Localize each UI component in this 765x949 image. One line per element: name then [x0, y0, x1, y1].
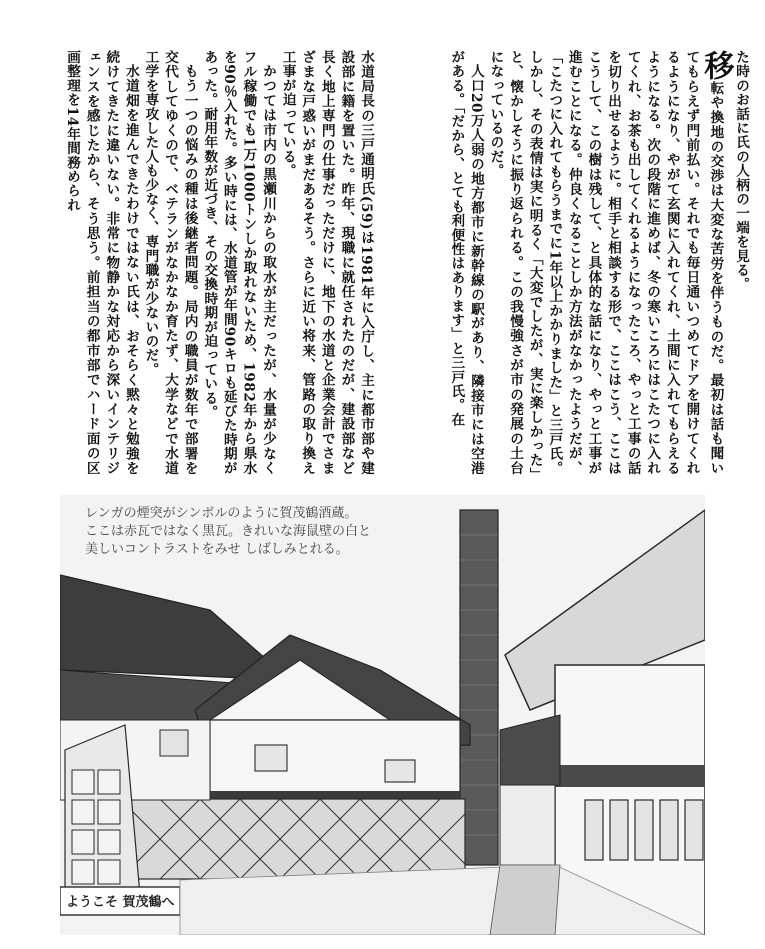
article-paragraph: 水道畑を進んできたわけではない氏は、おそらく黙々と勉強を続けてきたに違いない。非常に物静かな対応から深いインテリジェンスを感じたから、そう思う。前担当の都市部でハード面の区画整理を14年間務められ	[64, 50, 139, 475]
sketch-caption-line3: 美しいコントラストをみせ しばしみとれる。	[85, 542, 349, 557]
article-paragraph: 人口20万人弱の地方都市に新幹線の駅があり、隣接市には空港がある。「だから、とても利便性はあります」と三戸氏。在	[448, 50, 484, 475]
article-paragraph-with-dropcap	[485, 50, 734, 475]
welcome-sign-text: ようこそ 賀茂鶴へ	[66, 895, 175, 910]
left-building-window	[160, 730, 188, 756]
article-paragraph: た時のお話に氏の人柄の一端を見る。	[733, 50, 749, 292]
center-building-eave-band	[210, 791, 460, 799]
article-right-column-block	[395, 50, 750, 475]
brick-chimney	[460, 510, 498, 865]
sake-brewery-sketch	[60, 495, 705, 935]
article-paragraph-text: 転や換地の交渉は大変な苦労を伴うものだ。最初は話も聞いてもらえず門前払い。それでも毎日通いつめてドアを開けてくれるようになり、やがて玄関に入れてくれ、土間に入れてもらえるようになる。次の段階に進めば、冬の寒いころにはこたつに入れてくれ、お茶も出してくれるようになったころ、やっと工事の話を切り出せるように。相手と相談する形で、ここはこう、ここはこうして、この樹は残して、と具体的な話になり、やっと工事が進むことになる。仲良くなることしか方法がなかったようだが、「こたつに入れてもらうまでに1年以上かかりました」と三戸氏。しかし、その表情は実に明るく「大変でしたが、実に楽しかった」と、懐かしそうに振り返られる。この我慢強さが市の発展の土台になっているのだ。	[487, 50, 724, 475]
right-building-windows	[585, 800, 703, 860]
alley-shadow	[490, 865, 560, 935]
article-paragraph: もう一つの悩みの種は後継者問題。局内の職員が数年で部署を交代してゆくので、ベテランがなかなか育たず、大学などで水道工学を専攻した人も少なく、専門職が少ないのだ。	[142, 50, 198, 475]
article-paragraph: かつては市内の黒瀬川からの取水が主だったが、水量が少なくフル稼働でも1万1000トンしか取れないため、1982年から県水を90％入れた。多い時には、水道管が年間90キロも延びた時期があった。耐用年数が近づき、その交換時期が迫っている。	[201, 50, 277, 475]
sketch-caption-line2: ここは赤瓦ではなく黒瓦。きれいな海鼠壁の白と	[85, 524, 372, 539]
article-left-column-block	[20, 50, 375, 475]
back-building-wall	[500, 785, 555, 865]
sake-brewery-sketch-svg	[60, 495, 705, 935]
right-building-eave	[555, 765, 705, 787]
sketch-caption-line1: レンガの煙突がシンボルのように賀茂鶴酒蔵。	[85, 506, 358, 521]
article-paragraph: 水道局長の三戸通明氏(59)は1981年に入庁し、主に都市部や建設部に籍を置いた。昨年、現職に就任されたのだが、建設部など長く地上専門の仕事だっただけに、地下の水道と企業会計でさまざまな戸惑いがまだあるそう。さらに近い将来、管路の取り換え工事が迫っている。	[279, 50, 374, 475]
drop-cap: 移	[698, 50, 734, 82]
